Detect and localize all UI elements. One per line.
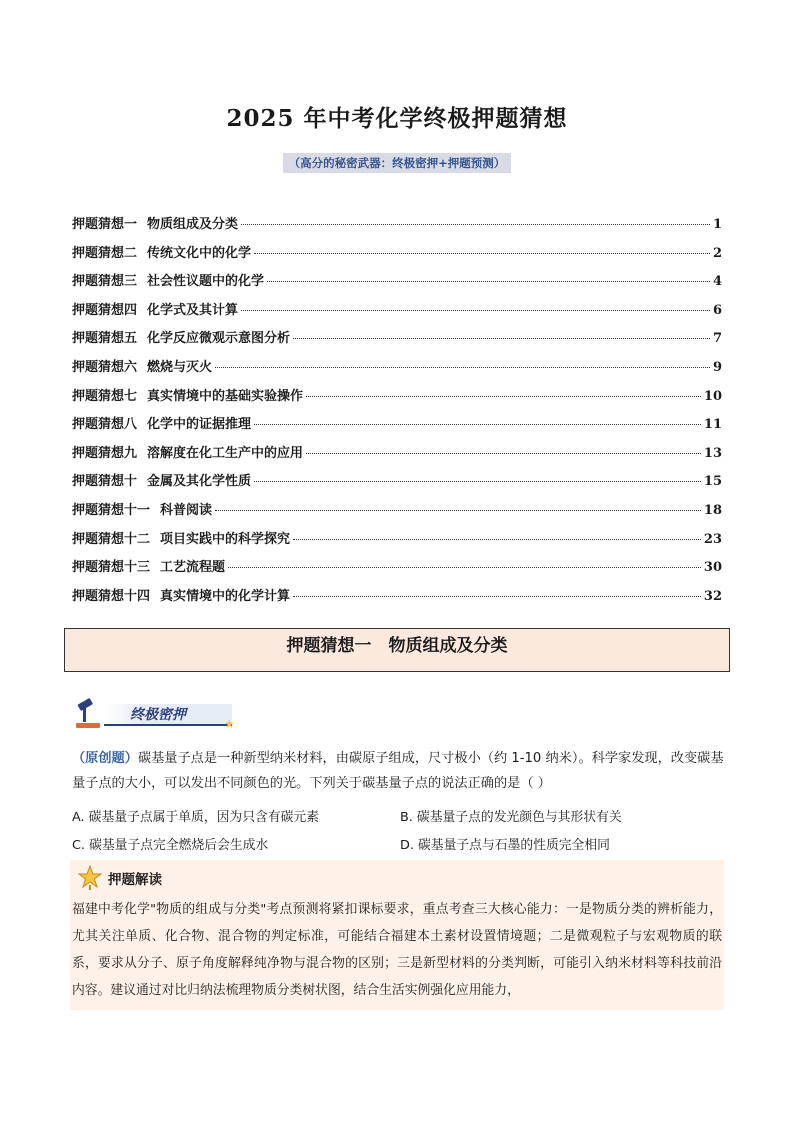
toc-page-number: 7 — [712, 331, 722, 347]
question-text: 碳基量子点是一种新型纳米材料，由碳原子组成，尺寸极小（约 1-10 纳米）。科学家发现，改变碳基量子点的大小，可以发出不同颜色的光。下列关于碳基量子点的说法正确的是（ ） — [72, 751, 724, 791]
star-icon — [78, 865, 102, 891]
toc-label: 押题猜想三 — [72, 274, 138, 290]
toc-page-number: 1 — [712, 217, 722, 232]
toc-page-number: 18 — [703, 502, 722, 518]
toc-label: 押题猜想七 — [72, 388, 138, 404]
toc-page-number: 13 — [703, 445, 722, 461]
toc-entry[interactable] — [72, 585, 722, 614]
toc-page-number: 9 — [712, 359, 722, 375]
option-c[interactable]: C. 碳基量子点完全燃烧后会生成水 — [72, 838, 269, 853]
toc-label: 押题猜想九 — [72, 445, 138, 461]
document-title: 2025 年中考化学终极押题猜想 — [226, 105, 568, 132]
document-subtitle: （高分的秘密武器：终极密押+押题预测） — [283, 153, 512, 173]
toc-label: 押题猜想一 — [72, 217, 138, 232]
option-d[interactable]: D. 碳基量子点与石墨的性质完全相同 — [400, 838, 610, 853]
badge-label: 终极密押 — [104, 704, 232, 726]
toc-topic: 科普阅读 — [160, 502, 213, 518]
toc-label: 押题猜想十 — [72, 474, 138, 490]
toc-page-number: 15 — [703, 474, 722, 490]
toc-entry[interactable] — [72, 470, 722, 499]
analysis-title: 押题解读 — [108, 872, 162, 888]
toc-leader — [228, 567, 701, 568]
toc-label: 押题猜想五 — [72, 331, 138, 347]
toc-entry[interactable] — [72, 242, 722, 271]
toc-entry[interactable] — [72, 556, 722, 585]
question-stem — [72, 746, 726, 796]
toc-label: 押题猜想四 — [72, 302, 138, 318]
toc-entry[interactable] — [72, 270, 722, 299]
analysis-header — [78, 864, 162, 892]
toc-label: 押题猜想八 — [72, 417, 138, 433]
toc-page-number: 6 — [712, 302, 722, 318]
toc-leader — [241, 224, 710, 225]
star-icon: ★ — [224, 717, 235, 731]
toc-label: 押题猜想六 — [72, 359, 138, 375]
toc-page-number: 23 — [703, 531, 722, 547]
analysis-box — [70, 860, 724, 1010]
toc-leader — [254, 424, 701, 425]
toc-label: 押题猜想十二 — [72, 531, 151, 547]
table-of-contents — [72, 213, 722, 613]
toc-topic: 燃烧与灭火 — [147, 359, 213, 375]
toc-entry[interactable] — [72, 327, 722, 356]
toc-leader — [267, 281, 710, 282]
section-badge — [74, 695, 244, 735]
toc-entry[interactable] — [72, 213, 722, 242]
toc-leader — [293, 338, 710, 339]
toc-topic: 真实情境中的基础实验操作 — [147, 388, 304, 404]
toc-entry[interactable] — [72, 356, 722, 385]
subtitle-wrap — [0, 152, 794, 173]
toc-topic: 金属及其化学性质 — [147, 474, 252, 490]
toc-topic: 物质组成及分类 — [147, 217, 239, 232]
toc-page-number: 4 — [712, 274, 722, 290]
toc-entry[interactable] — [72, 299, 722, 328]
toc-topic: 传统文化中的化学 — [147, 245, 252, 261]
toc-entry[interactable] — [72, 499, 722, 528]
option-a[interactable]: A. 碳基量子点属于单质，因为只含有碳元素 — [72, 810, 320, 825]
toc-leader — [241, 310, 710, 311]
toc-page-number: 2 — [712, 245, 722, 261]
toc-entry[interactable] — [72, 385, 722, 414]
toc-leader — [215, 367, 710, 368]
toc-topic: 社会性议题中的化学 — [147, 274, 265, 290]
toc-topic: 溶解度在化工生产中的应用 — [147, 445, 304, 461]
toc-label: 押题猜想二 — [72, 245, 138, 261]
toc-leader — [306, 396, 701, 397]
analysis-body: 福建中考化学"物质的组成与分类"考点预测将紧扣课标要求，重点考查三大核心能力：一是物质分类的辨析能力，尤其关注单质、化合物、混合物的判定标准，可能结合福建本土素材设置情境题；二是微观粒子与宏观物质的联系，要求从分子、原子角度解释纯净物与混合物的区别；三是新型材料的分类判断，可能引入纳米材料等科技前沿内容。建议通过对比归纳法梳理物质分类树状图，结合生活实例强化应用能力， — [72, 896, 722, 1004]
toc-label: 押题猜想十一 — [72, 502, 151, 518]
toc-leader — [215, 510, 701, 511]
toc-label: 押题猜想十三 — [72, 560, 151, 576]
option-b[interactable]: B. 碳基量子点的发光颜色与其形状有关 — [400, 810, 622, 825]
toc-entry[interactable] — [72, 442, 722, 471]
gavel-icon — [74, 697, 108, 731]
question-tag: （原创题） — [72, 751, 138, 766]
toc-topic: 化学反应微观示意图分析 — [147, 331, 291, 347]
toc-page-number: 32 — [703, 588, 722, 604]
toc-entry[interactable] — [72, 528, 722, 557]
toc-leader — [254, 253, 710, 254]
toc-topic: 化学中的证据推理 — [147, 417, 252, 433]
toc-leader — [306, 453, 701, 454]
toc-page-number: 10 — [703, 388, 722, 404]
toc-topic: 工艺流程题 — [160, 560, 226, 576]
toc-page-number: 30 — [703, 560, 722, 576]
toc-topic: 真实情境中的化学计算 — [160, 588, 291, 604]
toc-leader — [254, 481, 701, 482]
toc-topic: 化学式及其计算 — [147, 302, 239, 318]
toc-leader — [293, 596, 701, 597]
toc-label: 押题猜想十四 — [72, 588, 151, 604]
toc-page-number: 11 — [703, 417, 722, 433]
toc-entry[interactable] — [72, 413, 722, 442]
toc-topic: 项目实践中的科学探究 — [160, 531, 291, 547]
section-banner: 押题猜想一 物质组成及分类 — [64, 628, 730, 672]
toc-leader — [293, 539, 701, 540]
